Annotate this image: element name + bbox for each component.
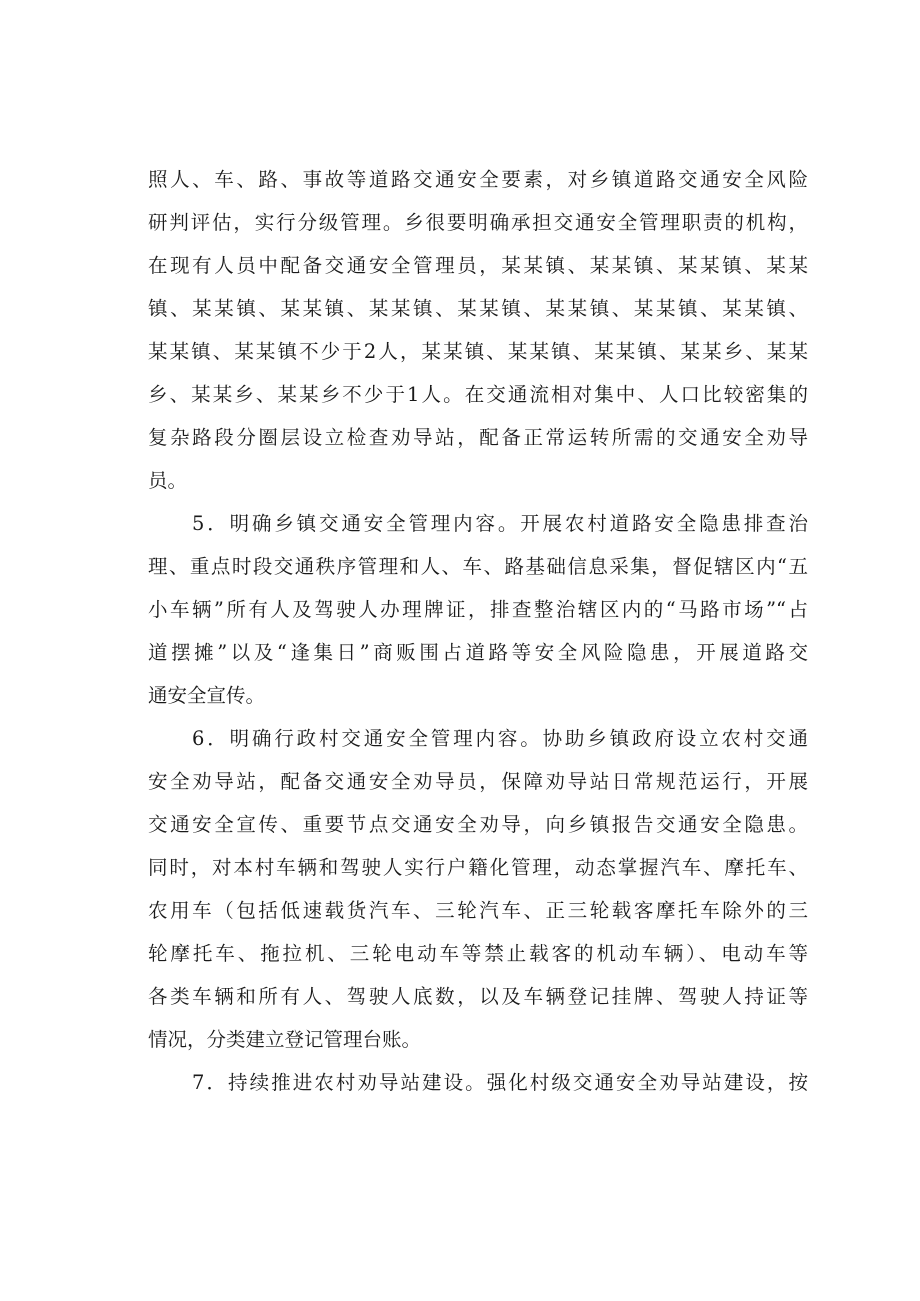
text-line: 照人、车、路、事故等道路交通安全要素，对乡镇道路交通安全风险: [148, 168, 808, 191]
text-line: 通安全宣传。: [148, 684, 266, 707]
text-line: 情况，分类建立登记管理台账。: [148, 1028, 422, 1051]
text-line: 农用车（包括低速载货汽车、三轮汽车、正三轮载客摩托车除外的三: [148, 899, 808, 922]
text-line: 员。: [148, 469, 188, 492]
text-line: 交通安全宣传、重要节点交通安全劝导，向乡镇报告交通安全隐患。: [148, 813, 808, 836]
text-line: 各类车辆和所有人、驾驶人底数，以及车辆登记挂牌、驾驶人持证等: [148, 985, 808, 1008]
paragraph-7-heading: 7．持续推进农村劝导站建设。强化村级交通安全劝导站建设，按: [192, 1071, 808, 1094]
text-line: 研判评估，实行分级管理。乡很要明确承担交通安全管理职责的机构，: [148, 211, 808, 234]
text-line: 小车辆”所有人及驾驶人办理牌证，排查整治辖区内的“马路市场”“占: [148, 598, 808, 621]
text-line: 复杂路段分圈层设立检查劝导站，配备正常运转所需的交通安全劝导: [148, 426, 808, 449]
text-line: 乡、某某乡、某某乡不少于1人。在交通流相对集中、人口比较密集的: [148, 383, 808, 406]
paragraph-5-heading: 5．明确乡镇交通安全管理内容。开展农村道路安全隐患排查治: [192, 512, 808, 535]
text-line: 在现有人员中配备交通安全管理员，某某镇、某某镇、某某镇、某某: [148, 254, 808, 277]
text-line: 同时，对本村车辆和驾驶人实行户籍化管理，动态掌握汽车、摩托车、: [148, 856, 808, 879]
text-line: 镇、某某镇、某某镇、某某镇、某某镇、某某镇、某某镇、某某镇、: [148, 297, 808, 320]
text-line: 理、重点时段交通秩序管理和人、车、路基础信息采集，督促辖区内“五: [148, 555, 808, 578]
text-line: 安全劝导站，配备交通安全劝导员，保障劝导站日常规范运行，开展: [148, 770, 808, 793]
paragraph-6-heading: 6．明确行政村交通安全管理内容。协助乡镇政府设立农村交通: [192, 727, 808, 750]
text-line: 轮摩托车、拖拉机、三轮电动车等禁止载客的机动车辆）、电动车等: [148, 942, 808, 965]
text-line: 某某镇、某某镇不少于2人，某某镇、某某镇、某某镇、某某乡、某某: [148, 340, 808, 363]
text-line: 道摆摊”以及“逢集日”商贩围占道路等安全风险隐患，开展道路交: [148, 641, 808, 664]
